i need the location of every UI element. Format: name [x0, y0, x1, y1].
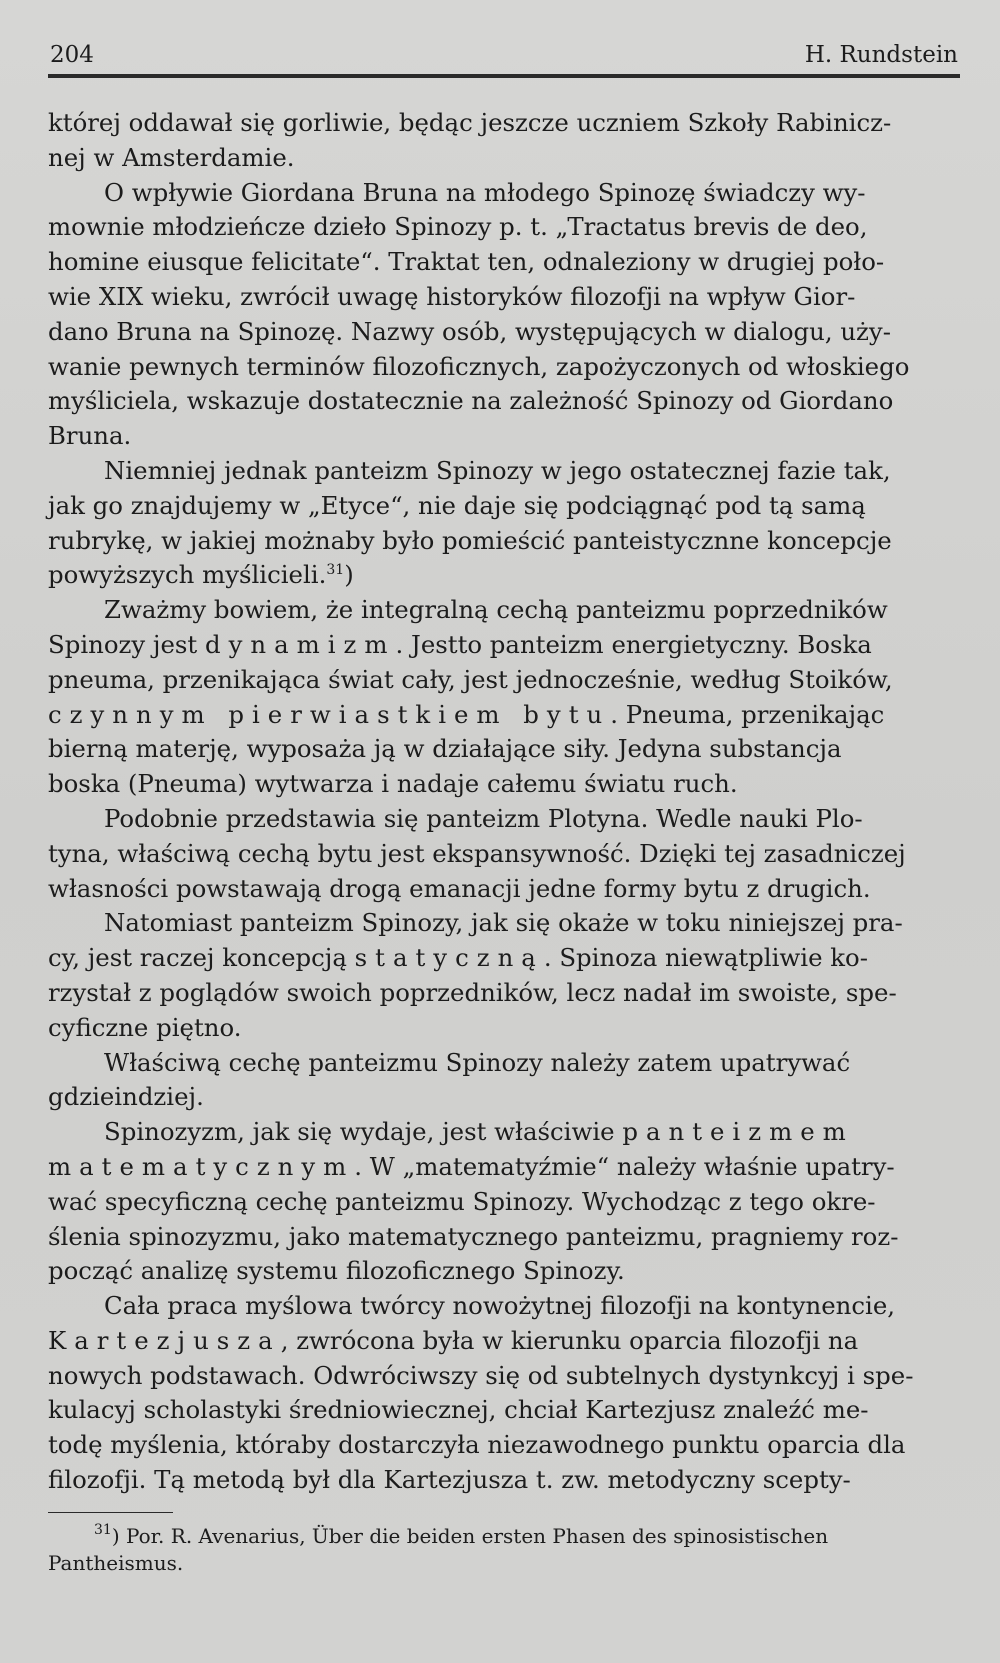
page-header	[48, 42, 960, 74]
page-number: 204	[50, 42, 94, 68]
footnote-rule	[48, 1512, 173, 1514]
paragraph: Podobnie przedstawia się panteizm Plotyna. Wedle nauki Plo- tyna, właściwą cechą bytu jest ekspansywność. Dzięki tej zasadniczej własności powstawają drogą emanacji jedne formy bytu z drugich.	[48, 803, 906, 903]
emphasis-spaced: dynamizm	[204, 629, 396, 659]
header-rule	[48, 74, 960, 78]
paragraph: Natomiast panteizm Spinozy, jak się okaże w toku niniejszej pra- cy, jest raczej koncepcją statyczną. Spinoza niewątpliwie ko- rzystał z poglądów swoich poprzedników, lecz nadał im swoiste, spe- cyficzne piętno.	[48, 908, 903, 1042]
paragraph: Cała praca myślowa twórcy nowożytnej filozofji na kontynencie, Kartezjusza, zwrócona była w kierunku oparcia filozofji na nowych podstawach. Odwróciwszy się od subtelnych dystynkcyj i spe- kulacyj scholastyki średniowiecznej, chciał Kartezjusz znaleźć me- todę myślenia, któraby dostarczyła niezawodnego punktu oparcia dla filozofji. Tą metodą był dla Kartezjusza t. zw. metodyczny scepty-	[48, 1291, 914, 1495]
footnote-reference: 31	[326, 562, 345, 579]
emphasis-spaced: panteizmem	[622, 1117, 854, 1147]
emphasis-spaced: matematycznym	[48, 1151, 355, 1181]
paragraph: O wpływie Giordana Bruna na młodego Spinozę świadczy wy- mownie młodzieńcze dzieło Spinozy p. t. „Tractatus brevis de deo, homine eiusque felicitate“. Traktat ten, odnaleziony w drugiej poło- wie XIX wieku, zwrócił uwagę historyków filozofji na wpływ Gior- dano Bruna na Spinozę. Nazwy osób, występujących w dialogu, uży- wanie pewnych terminów filozoficznych, zapożyczonych od włoskiego myśliciela, wskazuje dostatecznie na zależność Spinozy od Giordano Bruna.	[48, 177, 910, 451]
emphasis-spaced: Kartezjusza	[48, 1325, 281, 1355]
footnote: $^{31}$) Por. R. Avenarius, Über die beiden ersten Phasen des spinosistischen Pantheismus.	[48, 1522, 829, 1576]
paragraph: Niemniej jednak panteizm Spinozy w jego ostatecznej fazie tak, jak go znajdujemy w „Etyce“, nie daje się podciągnąć pod tą samą rubrykę, w jakiej możnaby było pomieścić panteistycznne koncepcje powyższych myślicieli.$^{31}$)	[48, 455, 892, 590]
paragraph: Właściwą cechę panteizmu Spinozy należy zatem upatrywać gdzieindziej.	[48, 1047, 851, 1112]
paragraph: której oddawał się gorliwie, będąc jeszcze uczniem Szkoły Rabinicz- nej w Amsterdamie.	[48, 108, 892, 172]
paragraph: Spinozyzm, jak się wydaje, jest właściwie panteizmem matematycznym. W „matematyźmie“ należy właśnie upatry- wać specyficzną cechę panteizmu Spinozy. Wychodząc z tego okre- ślenia spinozyzmu, jako matematycznego panteizmu, pragniemy roz- począć analizę systemu filozoficznego Spinozy.	[48, 1117, 899, 1286]
body-text	[48, 106, 960, 1498]
paragraph: Zważmy bowiem, że integralną cechą panteizmu poprzedników Spinozy jest dynamizm. Jestto panteizm energietyczny. Boska pneuma, przenikająca świat cały, jest jednocześnie, według Stoików, czynnym pierwiastkiem bytu. Pneuma, przenikając bierną materję, wyposaża ją w działające siły. Jedyna substancja boska (Pneuma) wytwarza i nadaje całemu światu ruch.	[48, 595, 893, 799]
running-title: H. Rundstein	[804, 42, 958, 68]
footnote-number: 31	[94, 1522, 112, 1539]
emphasis-spaced: czynnym pierwiastkiem bytu	[48, 699, 611, 729]
emphasis-spaced: statyczną	[354, 943, 544, 973]
